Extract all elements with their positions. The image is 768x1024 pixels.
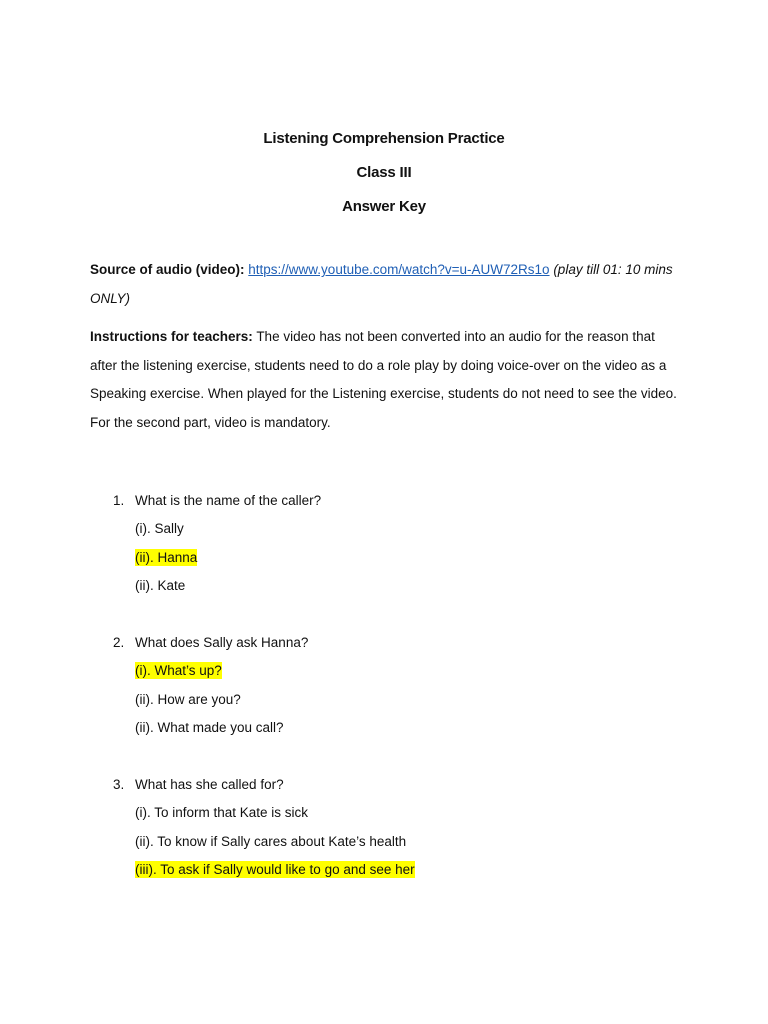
source-note: (play till 01: 10 mins ONLY) [90, 262, 673, 306]
option-text: (i). Sally [135, 521, 184, 537]
question-number: 1. [113, 493, 125, 508]
question-3 [108, 771, 668, 885]
source-link[interactable]: https://www.youtube.com/watch?v=u-AUW72Rs1o [248, 262, 550, 277]
class-heading: Class III [356, 164, 412, 181]
answer-option-correct [108, 856, 668, 884]
question-1 [108, 487, 668, 601]
option-text: (i). To inform that Kate is sick [135, 805, 309, 821]
question-text: What is the name of the caller? [135, 493, 322, 508]
answer-option [108, 799, 668, 827]
answer-option [108, 828, 668, 856]
answer-option [108, 572, 668, 600]
question-number: 2. [113, 635, 125, 650]
source-label: Source of audio (video): [90, 262, 245, 277]
answer-option-correct [108, 544, 668, 572]
instructions-paragraph [90, 323, 680, 437]
question-text: What does Sally ask Hanna? [135, 635, 309, 650]
question-2 [108, 629, 668, 743]
instructions-label: Instructions for teachers: [90, 329, 253, 344]
document-title: Listening Comprehension Practice [263, 130, 505, 147]
source-paragraph [90, 256, 680, 313]
question-text: What has she called for? [135, 777, 284, 792]
answer-option [108, 515, 668, 543]
option-text: (ii). To know if Sally cares about Kate’s health [135, 833, 407, 849]
question-number: 3. [113, 777, 125, 792]
answer-option-correct [108, 657, 668, 685]
answer-option [108, 714, 668, 742]
answer-option [108, 686, 668, 714]
highlighted-option-text: (iii). To ask if Sally would like to go and see her [135, 862, 415, 878]
option-text: (ii). What made you call? [135, 720, 284, 736]
instructions-text: The video has not been converted into an audio for the reason that after the listening exercise, students need to do a role play by doing voice-over on the video as a Speaking exercise. When played for the Listening exercise, students do not need to see the video. For the second part, video is mandatory. [90, 329, 677, 430]
highlighted-option-text: (i). What’s up? [135, 663, 222, 679]
option-text: (ii). How are you? [135, 691, 241, 707]
option-text: (ii). Kate [135, 578, 186, 594]
highlighted-option-text: (ii). Hanna [135, 549, 198, 565]
answer-key-heading: Answer Key [342, 198, 426, 215]
